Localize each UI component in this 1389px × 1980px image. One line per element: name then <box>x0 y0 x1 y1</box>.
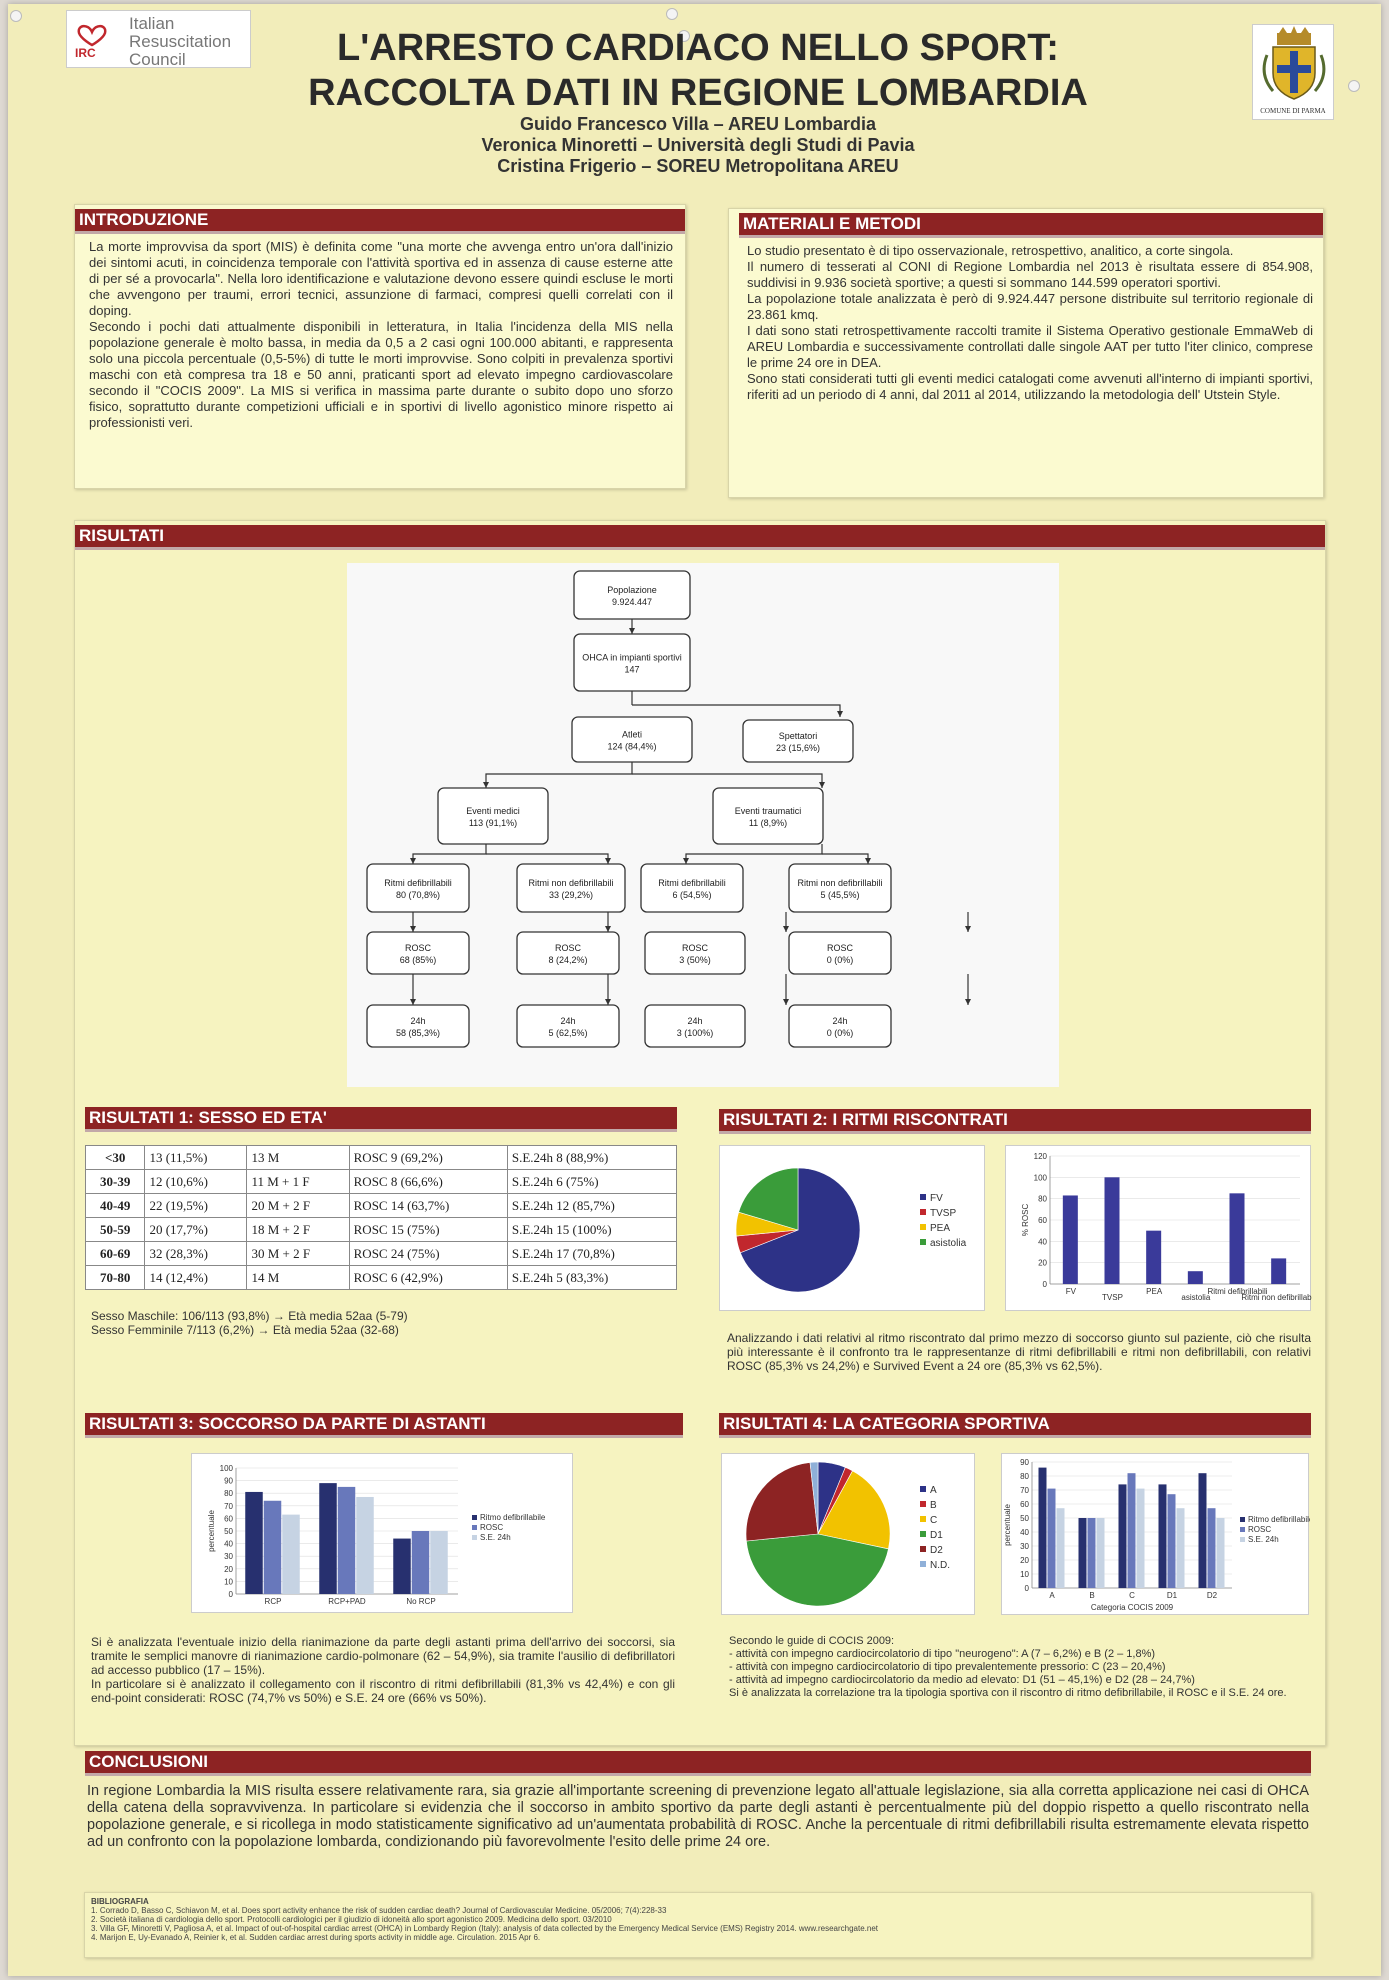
flow-node-value: 5 (45,5%) <box>820 890 860 900</box>
x-tick-label: Ritmi defibrillabili <box>1207 1287 1268 1296</box>
legend-swatch <box>472 1525 477 1530</box>
legend-label: asistolia <box>930 1238 967 1249</box>
bar <box>1159 1484 1167 1588</box>
flow-node-box <box>438 788 548 844</box>
age-cell: <30 <box>86 1146 145 1170</box>
bibliography-item: 3. Villa GF, Minoretti V, Pagliosa A, et al. Impact of out-of-hospital cardiac arrest (OHCA) in Lombardy Region (Italy): analysis of data collected by the Emergency Medical Service (EMS) Registry 2014. www.researchgate.net <box>91 1924 879 1933</box>
flow-node-spettatori <box>743 720 853 762</box>
methods-section <box>728 208 1324 498</box>
table-row <box>86 1242 677 1266</box>
flow-node-h1 <box>367 1005 469 1047</box>
flow-node-label: OHCA in impianti sportivi <box>582 652 682 663</box>
rhythm-pie-chart <box>720 1146 986 1312</box>
x-tick-label: A <box>1049 1591 1055 1600</box>
flow-node-medici <box>438 788 548 844</box>
bibliography-item: 1. Corrado D, Basso C, Schiavon M, et al. Does sport activity enhance the risk of sudden cardiac death? Journal of Cardiovascular Medicine. 05/2006; 7(4):228-33 <box>91 1906 667 1915</box>
flow-node-box <box>517 864 625 912</box>
pie-slice <box>746 1534 888 1606</box>
flow-node-box <box>713 788 823 844</box>
flow-node-value: 124 (84,4%) <box>607 741 657 752</box>
bar <box>1048 1489 1056 1588</box>
r4-text <box>729 1635 1313 1700</box>
x-tick-label: B <box>1089 1591 1095 1600</box>
irc-logo <box>66 10 251 68</box>
note: Sesso Maschile: 106/113 (93,8%) → Età media 52aa (5-79) <box>91 1309 408 1323</box>
flow-node-box <box>367 1005 469 1047</box>
y-tick-label: 20 <box>1038 1258 1047 1268</box>
flow-node-value: 3 (50%) <box>679 955 711 965</box>
logo-abbr: IRC <box>75 46 96 59</box>
legend-swatch <box>920 1531 926 1537</box>
bar <box>1088 1518 1096 1588</box>
table-cell: ROSC 6 (42,9%) <box>349 1266 507 1290</box>
poster <box>8 4 1381 1976</box>
bar <box>356 1497 374 1594</box>
logo-text <box>129 15 231 69</box>
sport-bar-chart <box>1002 1454 1310 1616</box>
paragraph: I dati sono stati retrospettivamente raccolti tramite il Sistema Operativo gestionale EmmaWeb di AREU Lombardia e successivamente controllati dalle singole AAT per tutto l'iter clinico, comprese le prime 24 ore in DEA. <box>747 323 1313 370</box>
flow-node-label: Popolazione <box>607 585 657 595</box>
legend-swatch <box>920 1516 926 1522</box>
legend-label: PEA <box>930 1223 951 1234</box>
legend-swatch <box>920 1194 926 1200</box>
flow-node-defib_tr <box>641 864 743 912</box>
logo-line: Resuscitation <box>129 32 232 51</box>
bar <box>1177 1508 1185 1588</box>
table-cell: ROSC 8 (66,6%) <box>349 1170 507 1194</box>
bar <box>1199 1473 1207 1588</box>
y-tick-label: 80 <box>1038 1194 1047 1204</box>
flow-node-box <box>367 864 469 912</box>
flow-node-value: 3 (100%) <box>676 1028 714 1038</box>
table-row <box>86 1146 677 1170</box>
flow-node-h3 <box>645 1005 745 1047</box>
bar <box>1188 1271 1203 1284</box>
y-axis-label: percentuale <box>1003 1504 1012 1546</box>
crest-caption: COMUNE DI PARMA <box>1260 107 1326 115</box>
chart-panel <box>191 1453 573 1613</box>
bar <box>1230 1193 1245 1284</box>
flow-node-value: 5 (62,5%) <box>548 1028 588 1038</box>
line: Secondo le guide di COCIS 2009: <box>729 1635 895 1647</box>
legend-label: D1 <box>930 1530 943 1541</box>
age-cell: 40-49 <box>86 1194 145 1218</box>
irc-heart-icon <box>75 19 109 59</box>
flow-node-box <box>641 864 743 912</box>
conclusions-text: In regione Lombardia la MIS risulta essere relativamente rara, sia grazie all'importante screening di prevenzione legato all'attuale legislazione, sia alla corretta applicazione nei casi di OHCA della catena della sopravvivenza. In particolare si evidenzia che il soccorso in ambito sportivo da parte degli astanti è percentualmente più del doppio rispetto a quello riscontrato nella popolazione generale, e si ricollega in modo statisticamente significativo ad un'aumentata probabilità di ROSC. Anche la percentuale di ritmi defibrillabili risulta estremamente elevata rispetto ad un confronto con la popolazione lombarda, condizionando più favorevolmente l'esito delle prime 24 ore. <box>87 1783 1309 1850</box>
flow-node-rosc3 <box>645 932 745 974</box>
flow-node-label: Eventi medici <box>466 806 520 816</box>
legend-swatch <box>920 1546 926 1552</box>
flow-node-label: ROSC <box>826 943 854 953</box>
flow-node-label: Atleti <box>621 729 643 740</box>
y-tick-label: 10 <box>224 1577 233 1587</box>
legend-label: ROSC <box>480 1523 504 1532</box>
intro-section <box>74 204 686 489</box>
y-tick-label: 100 <box>219 1464 233 1473</box>
bar <box>338 1487 356 1594</box>
table-cell: 30 M + 2 F <box>247 1242 349 1266</box>
authors <box>358 114 1038 177</box>
age-cell: 60-69 <box>86 1242 145 1266</box>
table-cell: 20 M + 2 F <box>247 1194 349 1218</box>
flowchart <box>347 563 1059 1087</box>
y-tick-label: 30 <box>224 1552 233 1562</box>
bar <box>1128 1473 1136 1588</box>
flow-node-h4 <box>789 1005 891 1047</box>
section-header: RISULTATI 1: SESSO ED ETA' <box>85 1107 677 1132</box>
y-tick-label: 0 <box>228 1590 233 1599</box>
y-tick-label: 60 <box>1020 1500 1029 1509</box>
age-sex-table <box>85 1145 677 1290</box>
legend-label: FV <box>930 1193 943 1204</box>
flow-node-label: 24h <box>560 1016 576 1026</box>
table-cell: ROSC 9 (69,2%) <box>349 1146 507 1170</box>
x-tick-label: FV <box>1065 1287 1076 1296</box>
flow-node-value: 58 (85,3%) <box>395 1028 441 1038</box>
y-tick-label: 40 <box>224 1539 233 1549</box>
pie-slice <box>746 1462 818 1541</box>
flow-node-value: 80 (70,8%) <box>395 890 441 900</box>
flow-node-nondefib_tr <box>789 864 891 912</box>
flow-node-label: Spettatori <box>778 731 818 741</box>
sex-notes <box>91 1309 408 1337</box>
legend-swatch <box>920 1239 926 1245</box>
y-tick-label: 90 <box>1020 1458 1029 1467</box>
paragraph: Lo studio presentato è di tipo osservazionale, retrospettivo, analitico, a corte singola. <box>747 243 1234 258</box>
table-cell: S.E.24h 5 (83,3%) <box>507 1266 676 1290</box>
flow-node-label: ROSC <box>554 943 582 953</box>
bar <box>1208 1508 1216 1588</box>
bar <box>319 1483 337 1594</box>
table-cell: ROSC 14 (63,7%) <box>349 1194 507 1218</box>
y-tick-label: 20 <box>224 1564 233 1574</box>
table-cell: S.E.24h 8 (88,9%) <box>507 1146 676 1170</box>
flow-node-value: 147 <box>624 664 640 675</box>
age-cell: 70-80 <box>86 1266 145 1290</box>
flow-node-value: 68 (85%) <box>399 955 437 965</box>
table-cell: 14 (12,4%) <box>145 1266 247 1290</box>
bar <box>1063 1195 1078 1284</box>
table-cell: 13 (11,5%) <box>145 1146 247 1170</box>
section-header: MATERIALI E METODI <box>739 213 1323 238</box>
table-cell: 13 M <box>247 1146 349 1170</box>
flow-node-box <box>574 634 690 691</box>
bibliography-item: 2. Società italiana di cardiologia dello sport. Protocolli cardiologici per il giudizio di idoneità allo sport agonistico 2009. Medicina dello sport. 03/2010 <box>91 1915 612 1924</box>
flow-node-box <box>367 932 469 974</box>
legend-swatch <box>472 1515 477 1520</box>
flow-node-value: 0 (0%) <box>826 955 854 965</box>
y-tick-label: 50 <box>1020 1514 1029 1523</box>
bar <box>264 1501 282 1594</box>
pin <box>666 8 678 20</box>
bar <box>1119 1484 1127 1588</box>
y-tick-label: 80 <box>1020 1472 1029 1481</box>
table-cell: ROSC 24 (75%) <box>349 1242 507 1266</box>
flow-node-box <box>517 1005 619 1047</box>
flow-node-label: Ritmi defibrillabili <box>384 878 452 888</box>
methods-text <box>747 243 1313 403</box>
title-line: RACCOLTA DATI IN REGIONE LOMBARDIA <box>308 72 1088 114</box>
bar <box>430 1531 448 1594</box>
section-header: INTRODUZIONE <box>75 209 685 234</box>
bibliography-section <box>84 1892 1312 1958</box>
flow-node-label: Ritmi defibrillabili <box>658 878 726 888</box>
logo-line: Italian <box>129 14 175 33</box>
legend-swatch <box>1240 1517 1245 1522</box>
age-cell: 50-59 <box>86 1218 145 1242</box>
table-cell: 32 (28,3%) <box>145 1242 247 1266</box>
flow-node-value: 11 (8,9%) <box>748 818 788 828</box>
bar <box>1039 1468 1047 1588</box>
table-row <box>86 1194 677 1218</box>
x-tick-label: RCP <box>264 1597 282 1606</box>
table-cell: S.E.24h 6 (75%) <box>507 1170 676 1194</box>
x-tick-label: PEA <box>1146 1287 1163 1296</box>
paragraph: Il numero di tesserati al CONI di Regione Lombardia nel 2013 è risultata essere di 854.908, suddivisi in 9.936 società sportive; a questi si sommano 144.599 operatori sportivi. <box>747 259 1313 290</box>
r3-text <box>91 1635 675 1705</box>
y-tick-label: 60 <box>1038 1216 1047 1225</box>
flow-node-box <box>789 864 891 912</box>
table-cell: 18 M + 2 F <box>247 1218 349 1242</box>
legend-swatch <box>920 1224 926 1230</box>
section-header: RISULTATI 3: SOCCORSO DA PARTE DI ASTANTI <box>85 1413 683 1438</box>
bibliography-heading: BIBLIOGRAFIA <box>91 1897 149 1906</box>
flow-node-label: ROSC <box>681 943 709 953</box>
x-tick-label: Ritmi non defibrillabili <box>1241 1293 1312 1302</box>
legend-label: ROSC <box>1248 1525 1272 1534</box>
x-tick-label: C <box>1129 1591 1135 1600</box>
x-tick-label: TVSP <box>1102 1293 1123 1302</box>
y-tick-label: 30 <box>1020 1542 1029 1551</box>
table-cell: 14 M <box>247 1266 349 1290</box>
y-tick-label: 50 <box>224 1527 233 1536</box>
flow-node-box <box>572 717 692 762</box>
bar <box>412 1531 430 1594</box>
legend-swatch <box>920 1209 926 1215</box>
y-tick-label: 0 <box>1024 1584 1029 1593</box>
flow-node-box <box>645 1005 745 1047</box>
table-cell: 22 (19,5%) <box>145 1194 247 1218</box>
y-tick-label: 70 <box>224 1501 233 1511</box>
section-header: RISULTATI <box>75 525 1325 550</box>
legend-label: Ritmo defibrillabile <box>480 1513 546 1522</box>
chart-panel <box>719 1145 985 1311</box>
pin <box>1348 80 1360 92</box>
legend-label: A <box>930 1485 937 1496</box>
y-axis-label: % ROSC <box>1021 1203 1030 1237</box>
paragraph: Secondo i pochi dati attualmente disponibili in letteratura, in Italia l'incidenza della MIS nella popolazione generale è molto bassa, in media da 0,5 a 2 casi ogni 100.000 abitanti, e rappresenta solo una piccola percentuale (0,5-5%) di tutte le morti improvvise. Sono colpiti in prevalenza sportivi maschi con età compresa tra 18 e 50 anni, praticanti sport ad elevato impegno cardiovascolare secondo il "COCIS 2009". La MIS si verifica in massima parte durante o subito dopo uno sforzo fisico, soprattutto durante competizioni ufficiali e in sportivi di livello agonistico minore rispetto ai professionisti veri. <box>89 319 673 430</box>
x-tick-label: D2 <box>1206 1591 1218 1600</box>
crest-icon <box>1253 25 1335 107</box>
bar <box>1271 1258 1286 1284</box>
y-tick-label: 40 <box>1020 1528 1029 1537</box>
flow-node-value: 33 (29,2%) <box>548 890 594 900</box>
y-tick-label: 10 <box>1020 1570 1029 1579</box>
flow-node-box <box>645 932 745 974</box>
bar <box>1168 1494 1176 1588</box>
r2-text: Analizzando i dati relativi al ritmo riscontrato dal primo mezzo di soccorso giunto sul paziente, ciò che risulta più interessante è il confronto tra le rappresentanze di ritmi defibrillabili e ritmi non defibrillabili, con relativi ROSC (85,3% vs 24,2%) e Survived Event a 24 ore (85,3% vs 62,5%). <box>727 1331 1311 1373</box>
flow-node-ohca <box>574 634 690 691</box>
flow-node-nondefib_med <box>517 864 625 912</box>
author: Veronica Minoretti – Università degli Studi di Pavia <box>481 135 915 155</box>
bar <box>393 1539 411 1594</box>
flow-node-rosc1 <box>367 932 469 974</box>
flow-node-box <box>789 1005 891 1047</box>
flow-node-traumatici <box>713 788 823 844</box>
y-tick-label: 40 <box>1038 1237 1047 1247</box>
legend-label: N.D. <box>930 1560 950 1571</box>
flow-node-label: Ritmi non defibrillabili <box>528 878 614 888</box>
flow-node-value: 113 (91,1%) <box>468 818 518 828</box>
table-row <box>86 1218 677 1242</box>
flow-node-defib_med <box>367 864 469 912</box>
flow-node-popolazione <box>574 571 690 619</box>
table-cell: 11 M + 1 F <box>247 1170 349 1194</box>
legend-label: S.E. 24h <box>480 1533 511 1542</box>
line: - attività con impegno cardiocircolatorio di tipo "neurogeno": A (7 – 6,2%) e B (2 – 1,8%) <box>729 1648 1156 1660</box>
flow-node-value: 23 (15,6%) <box>775 743 821 753</box>
legend-swatch <box>472 1535 477 1540</box>
y-tick-label: 90 <box>224 1476 233 1486</box>
y-axis-label: percentuale <box>207 1510 216 1552</box>
results-section <box>74 520 1326 1850</box>
flow-node-label: Ritmi non defibrillabili <box>797 878 883 888</box>
chart-panel <box>721 1453 975 1615</box>
chart-panel <box>1001 1453 1309 1615</box>
bar <box>1105 1177 1120 1284</box>
x-tick-label: D1 <box>1166 1591 1178 1600</box>
bar <box>1097 1518 1105 1588</box>
author: Cristina Frigerio – SOREU Metropolitana AREU <box>497 156 899 176</box>
legend-label: TVSP <box>930 1208 957 1219</box>
flow-node-box <box>517 932 619 974</box>
flow-node-value: 0 (0%) <box>826 1028 854 1038</box>
flow-node-atleti <box>572 717 692 762</box>
x-tick-label: No RCP <box>406 1597 436 1606</box>
legend-label: S.E. 24h <box>1248 1535 1279 1544</box>
flow-node-box <box>574 571 690 619</box>
city-crest <box>1252 24 1334 120</box>
title-line: L'ARRESTO CARDIACO NELLO SPORT: <box>337 27 1059 69</box>
paragraph: Si è analizzata l'eventuale inizio della rianimazione da parte degli astanti prima dell'arrivo dei soccorsi, sia tramite le semplici manovre di rianimazione cardio-polmonare (62 – 54,9%), sia tramite l'ausilio di defibrillatori ad accesso pubblico (17 – 15%). <box>91 1635 675 1677</box>
rhythm-bar-chart <box>1006 1146 1312 1312</box>
x-axis-label: Categoria COCIS 2009 <box>1090 1603 1174 1612</box>
sport-pie-chart <box>722 1454 976 1616</box>
bar <box>1217 1518 1225 1588</box>
logo-line: Council <box>129 50 186 69</box>
paragraph: In particolare si è analizzato il collegamento con il riscontro di ritmi defibrillabili (81,3% vs 42,4%) e con gli end-point considerati: ROSC (74,7% vs 50%) e S.E. 24 ore (66% vs 50%). <box>91 1677 675 1705</box>
line: - attività ad impegno cardiocircolatorio da medio ad elevato: D1 (51 – 45,1%) e D2 (28 – 24,7%) <box>729 1674 1195 1686</box>
y-tick-label: 120 <box>1033 1152 1047 1161</box>
flow-node-label: 24h <box>832 1016 848 1026</box>
y-tick-label: 0 <box>1042 1280 1047 1289</box>
bibliography-list <box>91 1897 878 1942</box>
section-header: RISULTATI 2: I RITMI RISCONTRATI <box>719 1109 1311 1134</box>
table-cell: S.E.24h 12 (85,7%) <box>507 1194 676 1218</box>
y-tick-label: 60 <box>224 1514 233 1524</box>
bibliography-item: 4. Marijon E, Uy-Evanado A, Reinier k, et al. Sudden cardiac arrest during sports activity in middle age. Circulation. 2015 Apr 6. <box>91 1933 541 1942</box>
legend-swatch <box>920 1486 926 1492</box>
line: Si è analizzata la correlazione tra la tipologia sportiva con il riscontro di ritmo defibrillabile, il ROSC e il S.E. 24 ore. <box>729 1687 1287 1699</box>
legend-swatch <box>920 1561 926 1567</box>
paragraph: La morte improvvisa da sport (MIS) è definita come "una morte che avvenga entro un'ora dall'inizio dei sintomi acuti, in coincidenza temporale con l'attività sportiva ed in assenza di cause esterne atte di per sé a provocarla". Nella loro identificazione e valutazione devono essere quindi escluse le morti che avvengono per traumi, errori tecnici, assunzione di farmaci, compresi quelli correlati con il doping. <box>89 239 673 318</box>
x-tick-label: RCP+PAD <box>328 1597 366 1606</box>
flow-node-rosc2 <box>517 932 619 974</box>
section-header: RISULTATI 4: LA CATEGORIA SPORTIVA <box>719 1413 1311 1438</box>
table-row <box>86 1170 677 1194</box>
legend-label: D2 <box>930 1545 943 1556</box>
table-cell: 20 (17,7%) <box>145 1218 247 1242</box>
legend-swatch <box>920 1501 926 1507</box>
line: - attività con impegno cardiocircolatorio di tipo prevalentemente pressorio: C (23 – 20,4%) <box>729 1661 1166 1673</box>
bystander-bar-chart <box>192 1454 574 1614</box>
flow-node-value: 9.924.447 <box>611 597 653 607</box>
table-cell: S.E.24h 17 (70,8%) <box>507 1242 676 1266</box>
legend-swatch <box>1240 1537 1245 1542</box>
table-cell: ROSC 15 (75%) <box>349 1218 507 1242</box>
legend-label: Ritmo defibrillabile <box>1248 1515 1310 1524</box>
table-cell: S.E.24h 15 (100%) <box>507 1218 676 1242</box>
legend-label: B <box>930 1500 937 1511</box>
y-tick-label: 80 <box>224 1489 233 1499</box>
pin <box>10 10 22 22</box>
bar <box>1079 1518 1087 1588</box>
bar <box>1137 1489 1145 1588</box>
y-tick-label: 100 <box>1033 1173 1047 1183</box>
intro-text <box>89 239 673 431</box>
flow-node-label: Eventi traumatici <box>734 806 802 816</box>
flow-node-label: 24h <box>410 1016 426 1026</box>
paragraph: Sono stati considerati tutti gli eventi medici catalogati come avvenuti all'interno di impianti sportivi, riferiti ad un periodo di 4 anni, dal 2011 al 2014, utilizzando la metodologia dell' Utstein Style. <box>747 371 1313 402</box>
note: Sesso Femminile 7/113 (6,2%) → Età media 52aa (32-68) <box>91 1323 399 1337</box>
flow-node-h2 <box>517 1005 619 1047</box>
y-tick-label: 20 <box>1020 1556 1029 1565</box>
y-tick-label: 70 <box>1020 1486 1029 1495</box>
legend-label: C <box>930 1515 938 1526</box>
paragraph: La popolazione totale analizzata è però di 9.924.447 persone distribuite sul territorio regionale di 23.861 kmq. <box>747 291 1313 322</box>
age-cell: 30-39 <box>86 1170 145 1194</box>
chart-panel <box>1005 1145 1311 1311</box>
flow-node-box <box>789 932 891 974</box>
table-cell: 12 (10,6%) <box>145 1170 247 1194</box>
bar <box>1146 1231 1161 1284</box>
flow-node-label: 24h <box>687 1016 703 1026</box>
bar <box>1057 1508 1065 1588</box>
bar <box>245 1492 263 1594</box>
bar <box>282 1515 300 1594</box>
legend-swatch <box>1240 1527 1245 1532</box>
flow-node-box <box>743 720 853 762</box>
x-tick-label: asistolia <box>1181 1293 1211 1302</box>
poster-title <box>258 26 1138 116</box>
author: Guido Francesco Villa – AREU Lombardia <box>519 114 877 134</box>
table-row <box>86 1266 677 1290</box>
flow-node-value: 6 (54,5%) <box>672 890 712 900</box>
flow-node-label: ROSC <box>404 943 432 953</box>
section-header: CONCLUSIONI <box>85 1751 1311 1776</box>
flow-node-value: 8 (24,2%) <box>548 955 588 965</box>
flow-node-rosc4 <box>789 932 891 974</box>
